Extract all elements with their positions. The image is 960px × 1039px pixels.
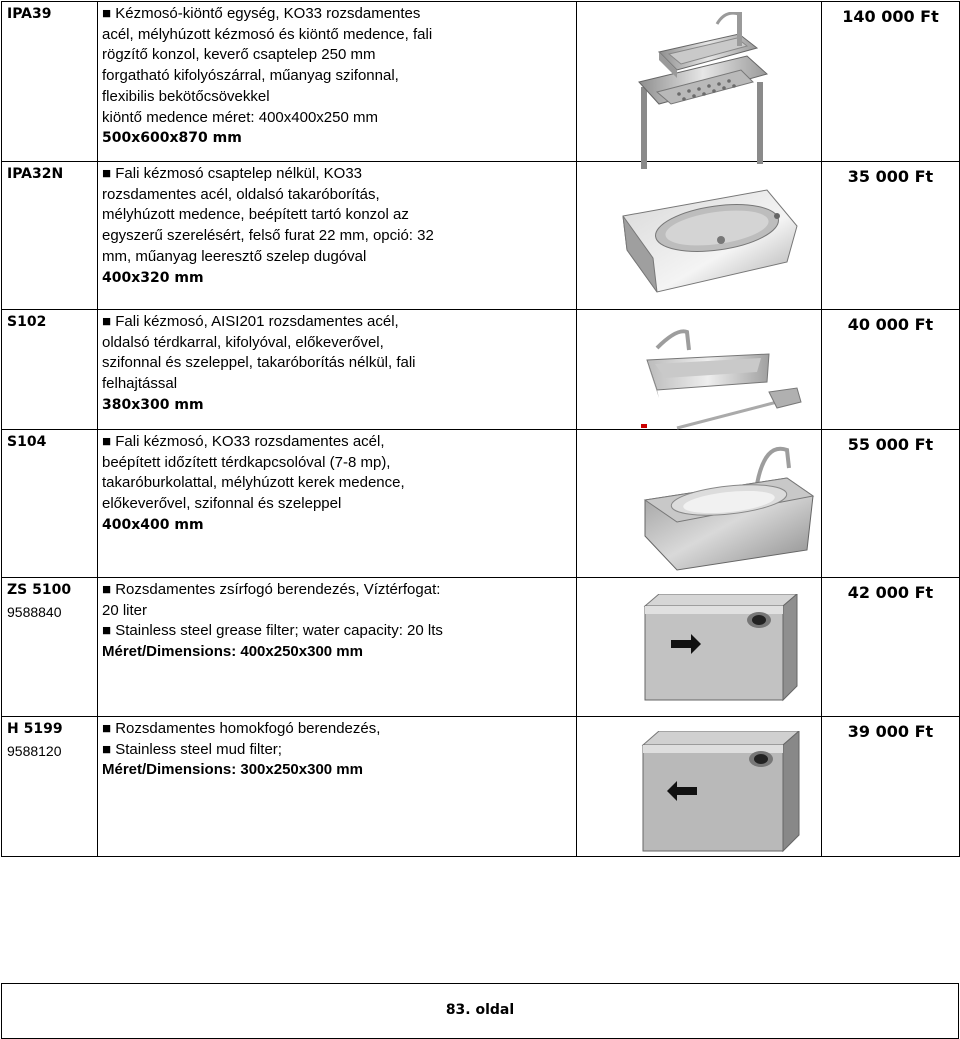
product-image-cell — [577, 310, 822, 430]
product-code: H 5199 — [7, 721, 63, 737]
page-number: 83. oldal — [445, 1002, 515, 1018]
product-description-cell — [98, 2, 577, 162]
product-code-cell — [2, 2, 98, 162]
description-line: rozsdamentes acél, oldalsó takaróborítás, — [102, 185, 380, 203]
description-line: takaróburkolattal, mélyhúzott kerek medence, — [102, 474, 405, 492]
description-line: ■ Fali kézmosó csaptelep nélkül, KO33 — [102, 165, 363, 182]
product-price-cell — [822, 578, 960, 717]
description-line: forgatható kifolyószárral, műanyag szifonnal, — [102, 67, 399, 85]
product-description-cell — [98, 717, 577, 857]
description-line: szifonnal és szeleppel, takaróborítás nélkül, fali — [102, 354, 416, 372]
product-image-cell — [577, 430, 822, 578]
product-description-cell — [98, 310, 577, 430]
product-price: 40 000 Ft — [847, 315, 934, 334]
product-code: S102 — [7, 314, 47, 330]
description-line: egyszerű szerelésért, felső furat 22 mm, opció: 32 — [102, 227, 434, 245]
product-image-cell — [577, 578, 822, 717]
product-price-cell — [822, 2, 960, 162]
product-description-cell — [98, 578, 577, 717]
round-sink-image — [637, 438, 817, 573]
description-line: beépített időzített térdkapcsolóval (7-8 mp), — [102, 453, 391, 471]
product-price: 35 000 Ft — [847, 167, 934, 186]
product-dimensions: Méret/Dimensions: 300x250x300 mm — [102, 761, 363, 779]
description-line: acél, mélyhúzott kézmosó és kiöntő medence, fali — [102, 25, 433, 43]
product-code-cell — [2, 717, 98, 857]
product-table — [1, 1, 960, 857]
product-price-cell — [822, 310, 960, 430]
grease-filter-box-image — [637, 594, 812, 709]
description-line: flexibilis bekötőcsövekkel — [102, 87, 270, 105]
wall-sink-image — [617, 176, 807, 296]
product-dimensions: Méret/Dimensions: 400x250x300 mm — [102, 643, 363, 661]
product-description-cell — [98, 162, 577, 310]
description-line: előkeverővel, szifonnal és szeleppel — [102, 495, 342, 513]
product-row — [2, 717, 960, 857]
product-price: 55 000 Ft — [847, 435, 934, 454]
product-price: 39 000 Ft — [847, 722, 934, 741]
description-line: kiöntő medence méret: 400x400x250 mm — [102, 108, 378, 126]
description-line: ■ Rozsdamentes zsírfogó berendezés, Víztérfogat: — [102, 581, 441, 598]
product-dimensions: 400x320 mm — [102, 269, 204, 286]
product-price-cell — [822, 717, 960, 857]
product-image-cell — [577, 2, 822, 162]
product-price: 140 000 Ft — [842, 7, 939, 26]
description-line: rögzítő konzol, keverő csaptelep 250 mm — [102, 46, 376, 64]
product-price-cell — [822, 162, 960, 310]
product-dimensions: 380x300 mm — [102, 396, 204, 413]
product-row — [2, 162, 960, 310]
product-code-cell — [2, 162, 98, 310]
product-row — [2, 310, 960, 430]
mud-filter-box-image — [637, 731, 812, 856]
knee-lever-sink-image — [637, 320, 807, 432]
product-row — [2, 430, 960, 578]
product-price-cell — [822, 430, 960, 578]
product-subcode: 9588840 — [7, 604, 62, 620]
description-line: ■ Kézmosó-kiöntő egység, KO33 rozsdamentes — [102, 5, 421, 22]
product-code: IPA32N — [7, 166, 64, 182]
sink-pour-unit-image — [629, 12, 779, 172]
product-subcode: 9588120 — [7, 743, 62, 759]
description-line: ■ Fali kézmosó, AISI201 rozsdamentes acél, — [102, 313, 399, 330]
product-code: S104 — [7, 434, 47, 450]
product-dimensions: 500x600x870 mm — [102, 130, 242, 147]
description-line: 20 liter — [102, 601, 148, 619]
product-code-cell — [2, 578, 98, 717]
product-description-cell — [98, 430, 577, 578]
description-line: ■ Fali kézmosó, KO33 rozsdamentes acél, — [102, 433, 385, 450]
product-code: ZS 5100 — [7, 582, 72, 598]
product-code: IPA39 — [7, 6, 52, 22]
page-footer — [1, 983, 959, 1039]
description-line: felhajtással — [102, 375, 178, 393]
description-line: ■ Stainless steel grease filter; water capacity: 20 lts — [102, 622, 443, 640]
description-line: ■ Stainless steel mud filter; — [102, 740, 282, 758]
product-price: 42 000 Ft — [847, 583, 934, 602]
product-dimensions: 400x400 mm — [102, 516, 204, 533]
description-line: mélyhúzott medence, beépített tartó konzol az — [102, 206, 409, 224]
product-code-cell — [2, 310, 98, 430]
product-image-cell — [577, 717, 822, 857]
product-row — [2, 578, 960, 717]
product-code-cell — [2, 430, 98, 578]
product-row — [2, 2, 960, 162]
description-line: mm, műanyag leeresztő szelep dugóval — [102, 247, 367, 265]
product-image-cell — [577, 162, 822, 310]
description-line: oldalsó térdkarral, kifolyóval, előkeverővel, — [102, 333, 384, 351]
description-line: ■ Rozsdamentes homokfogó berendezés, — [102, 720, 381, 737]
